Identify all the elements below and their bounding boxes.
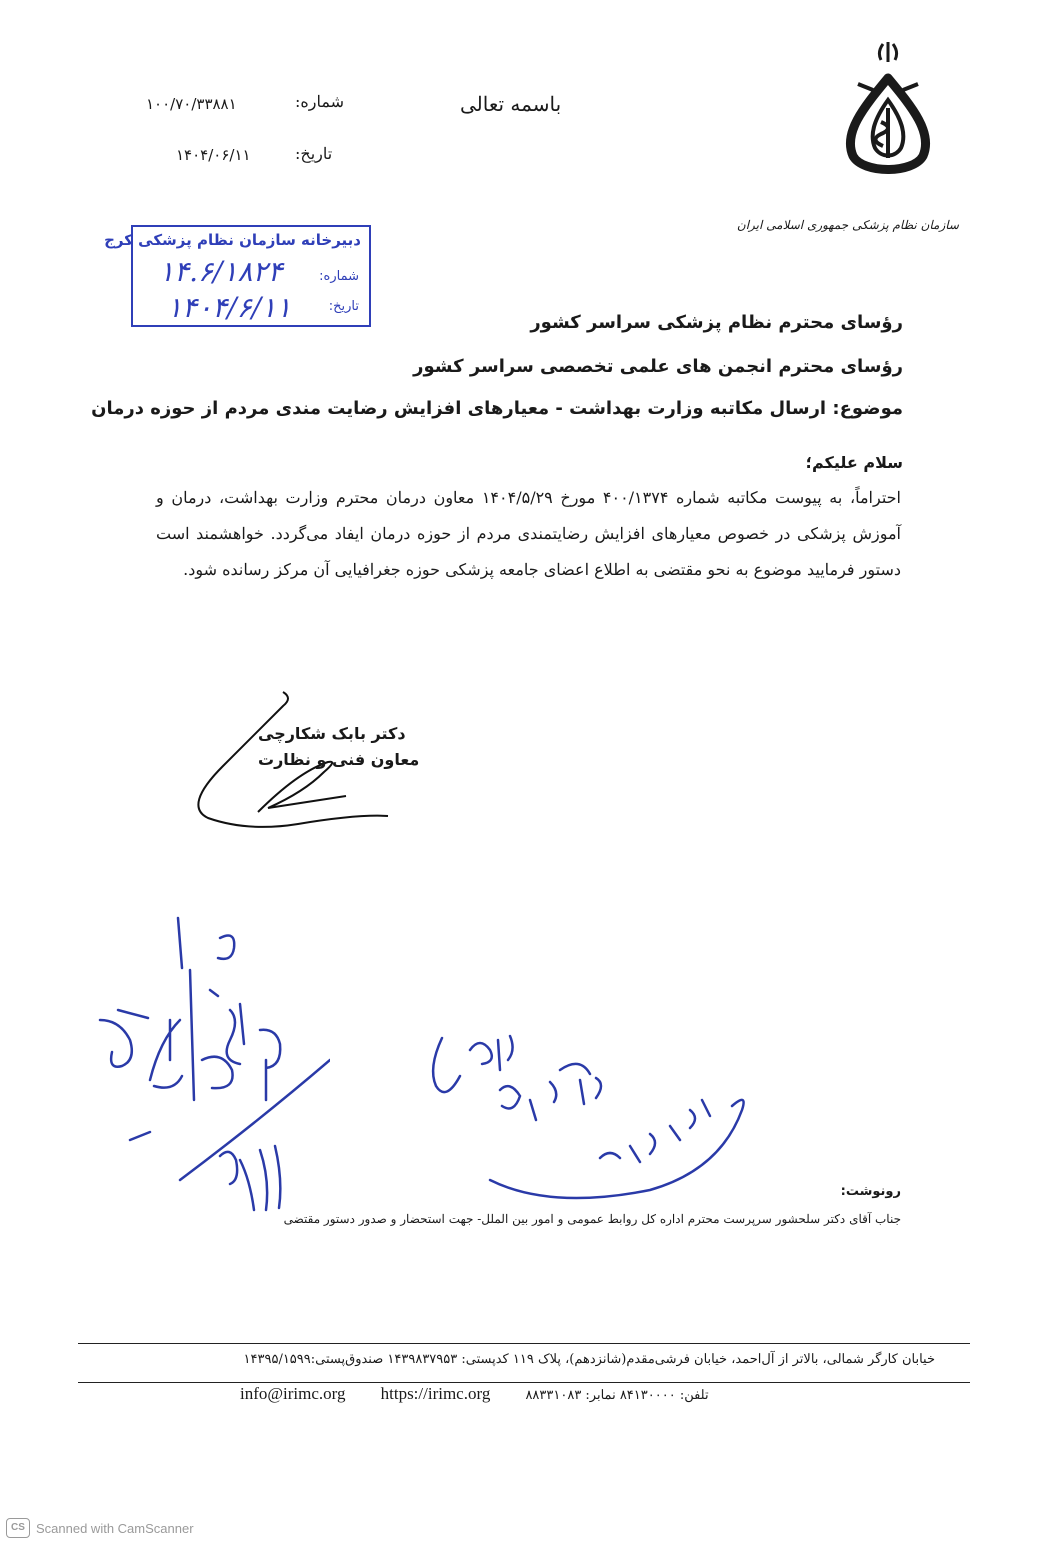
handwritten-notes-left <box>90 910 330 1230</box>
organization-name: سازمان نظام پزشکی جمهوری اسلامی ایران <box>736 218 959 232</box>
footer-contact <box>240 1384 709 1404</box>
subject-line <box>91 398 903 419</box>
greeting: سلام علیکم؛ <box>805 453 903 472</box>
stamp-date-label: تاریخ: <box>328 299 359 314</box>
footer-divider-bottom <box>78 1382 970 1383</box>
footer-address: خیابان کارگر شمالی، بالاتر از آل‌احمد، خیابان فرشی‌مقدم(شانزدهم)، پلاک ۱۱۹ کدپستی: ۱۴۳۹۸۳۷۹۵۳ صندوق‌پستی:۱۴۳۹۵/۱۵۹۹ <box>243 1352 935 1367</box>
letter-number-value: ۱۰۰/۷۰/۳۳۸۸۱ <box>146 95 237 113</box>
scanner-watermark <box>6 1518 194 1538</box>
footer-email[interactable]: info@irimc.org <box>240 1384 346 1403</box>
secretariat-stamp <box>104 225 371 327</box>
stamp-number-label: شماره: <box>319 269 359 284</box>
footer-website[interactable]: https://irimc.org <box>380 1384 491 1403</box>
subject-label: موضوع: <box>832 398 903 419</box>
footer-divider-top <box>78 1343 970 1344</box>
cc-label: رونوشت: <box>840 1184 901 1199</box>
stamp-date-handwritten: ۱۴۰۴/۶/۱۱ <box>167 291 292 324</box>
organization-logo <box>813 38 963 178</box>
subject-text: ارسال مکاتبه وزارت بهداشت - معیارهای افزایش رضایت مندی مردم از حوزه درمان <box>91 398 827 419</box>
letter-body: احتراماً، به پیوست مکاتبه شماره ۴۰۰/۱۳۷۴ مورخ ۱۴۰۴/۵/۲۹ معاون درمان محترم وزارت بهداشت، درمان و آموزش پزشکی در خصوص معیارهای افزایش رضایتمندی مردم از حوزه درمان ایفاد می‌گردد. خواهشمند است دستور فرمایید موضوع به نحو مقتضی به اطلاع اعضای جامعه پزشکی حوزه جغرافیایی آن مرکز رسانده شود. <box>156 488 901 579</box>
letter-date-value: ۱۴۰۴/۰۶/۱۱ <box>176 146 251 164</box>
stamp-title: دبیرخانه سازمان نظام پزشکی کرج <box>104 231 361 249</box>
letter-date-label: تاریخ: <box>295 144 333 163</box>
scanner-text: Scanned with CamScanner <box>36 1520 194 1536</box>
basmala-heading: باسمه تعالی <box>460 92 562 116</box>
signer-name: دکتر بابک شکارچی <box>258 724 406 743</box>
signer-title: معاون فنی و نظارت <box>258 750 420 769</box>
stamp-number-handwritten: ۱۴.۶/۱۸۲۴ <box>159 255 283 288</box>
recipient-line: رؤسای محترم نظام پزشکی سراسر کشور <box>530 312 903 333</box>
cc-recipient: جناب آقای دکتر سلحشور سرپرست محترم اداره کل روابط عمومی و امور بین الملل- جهت استحضار و صدور دستور مقتضی <box>283 1212 901 1226</box>
handwritten-notes-right <box>420 1030 750 1210</box>
letter-number-label: شماره: <box>295 92 345 111</box>
recipient-line: رؤسای محترم انجمن های علمی تخصصی سراسر کشور <box>413 356 903 377</box>
camscanner-badge-icon: CS <box>6 1518 30 1538</box>
footer-phone-fax: تلفن: ۸۴۱۳۰۰۰۰ نمابر: ۸۸۳۳۱۰۸۳ <box>525 1388 709 1403</box>
